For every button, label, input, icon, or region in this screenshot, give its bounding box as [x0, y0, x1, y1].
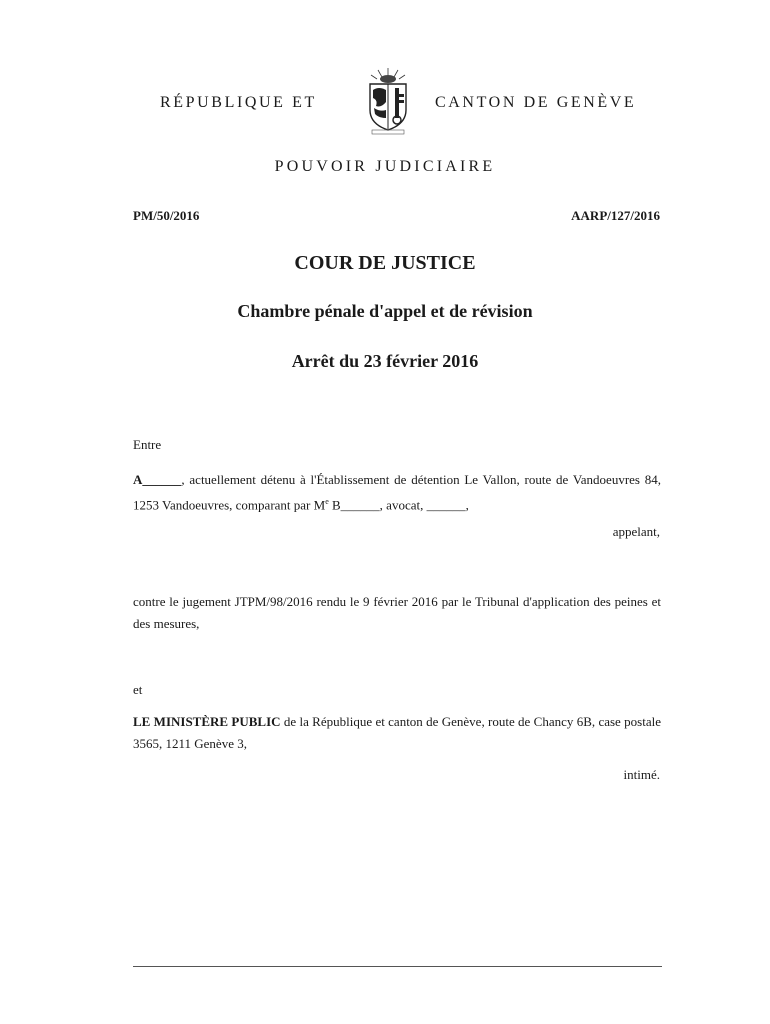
party-a-paragraph: [133, 469, 661, 516]
case-reference-left: PM/50/2016: [133, 208, 200, 223]
court-title: COUR DE JUSTICE: [294, 252, 476, 274]
party-a-name: A______: [133, 472, 182, 487]
ministere-name: LE MINISTÈRE PUBLIC: [133, 714, 281, 729]
footer-divider: [133, 966, 662, 967]
party-a-superscript: e: [325, 497, 329, 506]
appelant-label: appelant,: [612, 524, 660, 539]
party-a-text-2: B______, avocat, ______,: [328, 497, 469, 513]
party-a-text-1: , actuellement détenu à l'Établissement de détention Le Vallon, route de Vandoeuvres 84, 1253 Vandoeuvres, comparant par M: [133, 472, 661, 513]
decision-date-title: Arrêt du 23 février 2016: [291, 351, 479, 371]
intime-label: intimé.: [623, 767, 660, 782]
geneva-coat-of-arms-icon: [364, 66, 412, 136]
case-reference-right: AARP/127/2016: [571, 208, 660, 223]
header-canton: CANTON DE GENÈVE: [435, 94, 637, 111]
entre-label: Entre: [133, 437, 162, 452]
header-subtitle: POUVOIR JUDICIAIRE: [274, 158, 496, 175]
et-label: et: [133, 682, 143, 697]
contre-paragraph: contre le jugement JTPM/98/2016 rendu le 9 février 2016 par le Tribunal d'application des peines et des mesures,: [133, 594, 661, 631]
ministere-text: de la République et canton de Genève, route de Chancy 6B, case postale 3565, 1211 Genève 3,: [133, 714, 661, 751]
header-republique: RÉPUBLIQUE ET: [160, 94, 317, 111]
ministere-paragraph: [133, 711, 661, 755]
chamber-title: Chambre pénale d'appel et de révision: [237, 301, 533, 321]
